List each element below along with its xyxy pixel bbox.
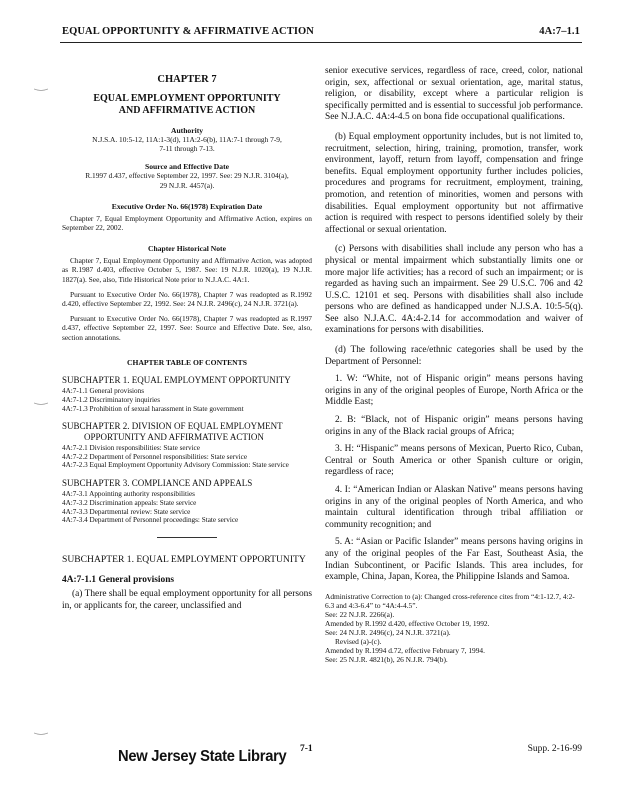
- toc-subchapter-title: SUBCHAPTER 3. COMPLIANCE AND APPEALS: [62, 477, 253, 488]
- library-stamp: New Jersey State Library: [118, 748, 287, 765]
- header-rule: [60, 42, 582, 43]
- annotation-line: Amended by R.1994 d.72, effective February 7, 1994.: [325, 645, 485, 655]
- section-heading: 4A:7-1.1 General provisions: [62, 575, 175, 586]
- historical-note-heading: Chapter Historical Note: [148, 244, 226, 254]
- toc-heading: CHAPTER TABLE OF CONTENTS: [127, 357, 247, 367]
- historical-note-paragraph: Pursuant to Executive Order No. 66(1978), Chapter 7 was readopted as R.1997 d.437, effective September 22, 1997. See: Source and Effective Date. See, also, section annotations.: [62, 314, 312, 342]
- authority-heading: Authority: [170, 126, 204, 135]
- paragraph-a-start: (a) There shall be equal employment opportunity for all persons in, or applicants for, the career, unclassified and: [62, 589, 312, 611]
- authority-text: N.J.S.A. 10:5-12, 11A:1-3(d), 11A:2-6(b), 11A:7-1 through 7-9, 7-11 through 7-13.: [92, 135, 282, 154]
- page-number: 7-1: [300, 744, 313, 754]
- toc-item[interactable]: 4A:7-2.1 Division responsibilities: State service: [62, 444, 200, 453]
- running-head: [62, 26, 580, 42]
- source-text: R.1997 d.437, effective September 22, 1997. See: 29 N.J.R. 3104(a), 29 N.J.R. 4457(a).: [85, 171, 289, 190]
- margin-mark-icon: [34, 732, 48, 736]
- paragraph-d: (d) The following race/ethnic categories shall be used by the Department of Personnel:: [325, 345, 583, 367]
- chapter-title-line2: AND AFFIRMATIVE ACTION: [118, 105, 256, 116]
- annotation-line: Amended by R.1992 d.420, effective October 19, 1992.: [325, 618, 490, 628]
- exec-order-heading: Executive Order No. 66(1978) Expiration Date: [111, 201, 263, 211]
- toc-subchapter-title: SUBCHAPTER 1. EQUAL EMPLOYMENT OPPORTUNITY: [62, 374, 291, 385]
- annotation-line: See: 25 N.J.R. 4821(b), 26 N.J.R. 794(b).: [325, 654, 448, 664]
- margin-mark-icon: [34, 402, 48, 406]
- body-subchapter-title: SUBCHAPTER 1. EQUAL EMPLOYMENT OPPORTUNITY: [62, 553, 306, 565]
- toc-item[interactable]: 4A:7-1.2 Discriminatory inquiries: [62, 395, 161, 404]
- exec-order-text: Chapter 7, Equal Employment Opportunity and Affirmative Action, expires on September 22, 2002.: [62, 213, 312, 233]
- annotation-line: Administrative Correction to (a): Changed cross-reference cites from “4:1-12.7, 4:2-6.3 and 4:3-6.4” to “4A:4-4.5”.: [325, 591, 575, 610]
- historical-note-paragraph: Chapter 7, Equal Employment Opportunity and Affirmative Action, was adopted as R.1987 d.403, effective October 5, 1987. See: 19 N.J.R. 1020(a), 19 N.J.R. 1827(a). See, also, Title Historical Note prior to N.J.A.C. 4A:1.: [62, 256, 312, 284]
- toc-list: [62, 387, 312, 413]
- toc-list: [62, 490, 312, 524]
- toc-item[interactable]: 4A:7-2.2 Department of Personnel responsibilities: State service: [62, 452, 248, 461]
- paragraph-b: (b) Equal employment opportunity includes, but is not limited to, recruitment, selection, hiring, training, promotion, transfer, work environment, layoff, return from layoff, compensation and fringe benefits. Equal employment opportunity further includes policies, procedures and programs for recruitment, employment, training, promotion, and retention of minorities, women and persons with disabilities. Equal employment opportunity but not affirmative action is required with respect to persons identified solely by their affectional or sexual orientation.: [325, 131, 583, 235]
- source-heading: Source and Effective Date: [144, 162, 229, 172]
- supplement-date: Supp. 2-16-99: [527, 744, 582, 754]
- category-item: 2. B: “Black, not of Hispanic origin” means persons having origins in any of the Black racial groups of Africa;: [325, 415, 583, 437]
- margin-mark-icon: [34, 88, 48, 92]
- left-column: [62, 62, 312, 612]
- toc-item[interactable]: 4A:7-3.2 Discrimination appeals: State service: [62, 499, 197, 507]
- category-item: 3. H: “Hispanic” means persons of Mexican, Puerto Rico, Cuban, Central or South America or other Spanish culture or origin, regardless of race;: [325, 444, 583, 478]
- toc-item[interactable]: 4A:7-3.3 Departmental review: State service: [62, 507, 191, 516]
- running-head-section: 4A:7–1.1: [539, 26, 580, 37]
- category-item: 4. I: “American Indian or Alaskan Native” means persons having origins in any of the original peoples of North America, and who maintain cultural identification through tribal affiliation or community recognition; and: [325, 485, 583, 530]
- toc-subchapter-title: SUBCHAPTER 2. DIVISION OF EQUAL EMPLOYMENT OPPORTUNITY AND AFFIRMATIVE ACTION: [62, 421, 283, 442]
- section-divider: [157, 537, 217, 538]
- paragraph-a-continued: senior executive services, regardless of race, creed, color, national origin, sex, affectional or sexual orientation, age, marital status, religion, or disability, except where a particular religion is specifically permitted and is essential to successful job performance. See N.J.A.C. 4A:4-4.5 on bona fide occupational qualifications.: [325, 66, 583, 123]
- category-item: 5. A: “Asian or Pacific Islander” means persons having origins in any of the original peoples of the Far East, Southeast Asia, the Indian Subcontinent, or Pacific Islands. This area includes, for example, China, Japan, Korea, the Philippine Islands and Samoa.: [325, 537, 583, 583]
- toc-item[interactable]: 4A:7-1.3 Prohibition of sexual harassment in State government: [62, 404, 244, 413]
- toc-list: [62, 444, 312, 470]
- annotation-line: See: 24 N.J.R. 2496(c), 24 N.J.R. 3721(a).: [325, 627, 451, 637]
- paragraph-c: (c) Persons with disabilities shall include any person who has a physical or mental impairment which substantially limits one or more major life activities; has a record of such an impairment; or is regarded as having such an impairment. See 29 U.S.C. 706 and 42 U.S.C. 12101 et seq. Persons with disabilities shall also include persons who are defined as handicapped under N.J.S.A. 10:5-5(q). See also N.J.A.C. 4A:4-2.14 for accommodation and waiver of examinations for persons with disabilities.: [325, 244, 583, 336]
- chapter-title: [62, 93, 312, 117]
- annotations: [325, 592, 583, 664]
- historical-note-paragraph: Pursuant to Executive Order No. 66(1978), Chapter 7 was readopted as R.1992 d.420, effective September 22, 1992. See: 24 N.J.R. 2496(c), 24 N.J.R. 3721(a).: [62, 289, 312, 309]
- right-column: [325, 66, 583, 664]
- toc-item[interactable]: 4A:7-2.3 Equal Employment Opportunity Advisory Commission: State service: [62, 461, 289, 470]
- annotation-line: See: 22 N.J.R. 2266(a).: [325, 609, 395, 619]
- category-item: 1. W: “White, not of Hispanic origin” means persons having origins in any of the original peoples of Europe, North Africa or the Middle East;: [325, 374, 583, 408]
- toc-item[interactable]: 4A:7-3.1 Appointing authority responsibilities: [62, 490, 195, 499]
- running-head-title: EQUAL OPPORTUNITY & AFFIRMATIVE ACTION: [62, 26, 314, 37]
- chapter-title-line1: EQUAL EMPLOYMENT OPPORTUNITY: [93, 93, 281, 104]
- annotation-line: Revised (a)-(c).: [335, 636, 382, 646]
- toc-item[interactable]: 4A:7-1.1 General provisions: [62, 387, 145, 396]
- toc-item[interactable]: 4A:7-3.4 Department of Personnel proceedings: State service: [62, 516, 239, 525]
- chapter-number: CHAPTER 7: [157, 74, 217, 85]
